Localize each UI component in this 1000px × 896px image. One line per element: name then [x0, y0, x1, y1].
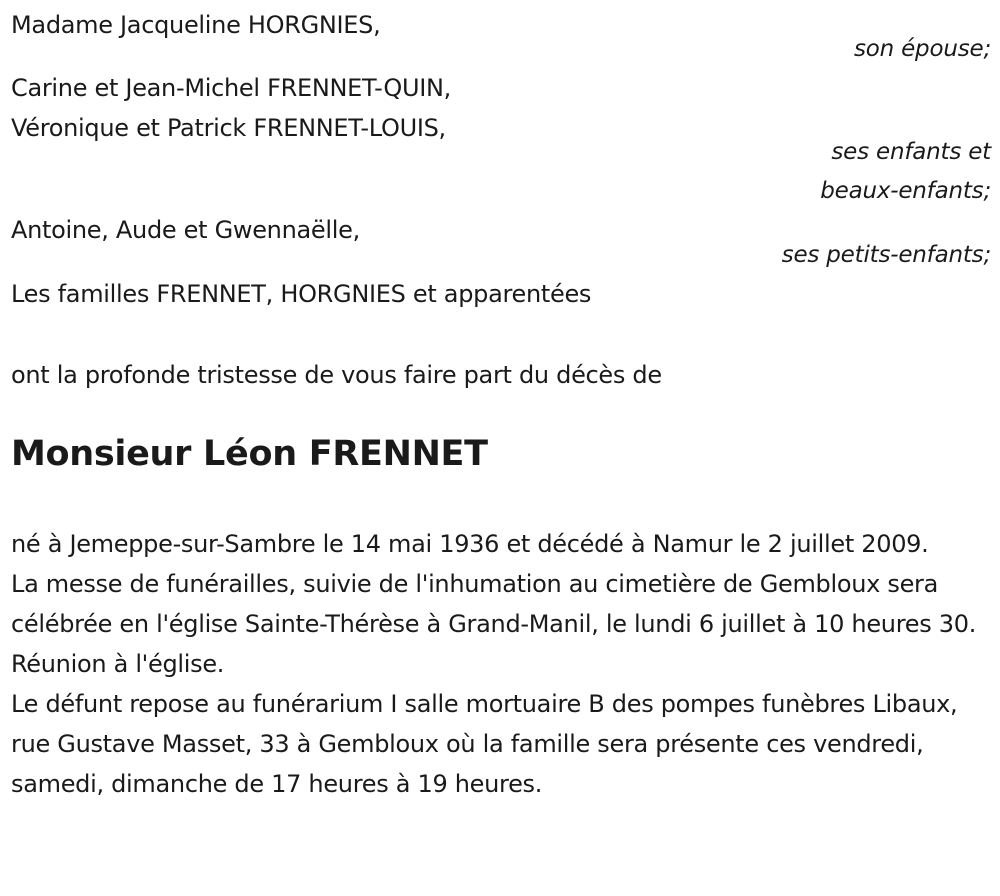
grandchildren-names: Antoine, Aude et Gwennaëlle, [11, 216, 360, 244]
children-role-line-2: beaux-enfants; [820, 178, 991, 204]
birth-death-paragraph: né à Jemeppe-sur-Sambre le 14 mai 1936 et décédé à Namur le 2 juillet 2009. [11, 530, 929, 558]
funerarium-paragraph: Le défunt repose au funérarium I salle mortuaire B des pompes funèbres Libaux, rue Gustave Masset, 33 à Gembloux où la famille sera présente ces vendredi, samedi, dimanche de 17 heures à 19 heures. [11, 690, 958, 798]
funeral-details [11, 524, 991, 804]
grandchildren-role: ses petits-enfants; [781, 242, 991, 268]
spouse-name: Madame Jacqueline HORGNIES, [11, 11, 381, 39]
children-role-line-1: ses enfants et [831, 139, 991, 165]
extended-families: Les familles FRENNET, HORGNIES et apparentées [11, 280, 592, 308]
child-couple-1: Carine et Jean-Michel FRENNET-QUIN, [11, 74, 452, 102]
announcement-text: ont la profonde tristesse de vous faire part du décès de [11, 361, 662, 389]
spouse-role: son épouse; [853, 36, 991, 62]
meeting-paragraph: Réunion à l'église. [11, 650, 225, 678]
child-couple-2: Véronique et Patrick FRENNET-LOUIS, [11, 114, 446, 142]
funeral-mass-paragraph: La messe de funérailles, suivie de l'inhumation au cimetière de Gembloux sera célébrée en l'église Sainte-Thérèse à Grand-Manil, le lundi 6 juillet à 10 heures 30. [11, 570, 977, 638]
deceased-name: Monsieur Léon FRENNET [11, 434, 488, 474]
